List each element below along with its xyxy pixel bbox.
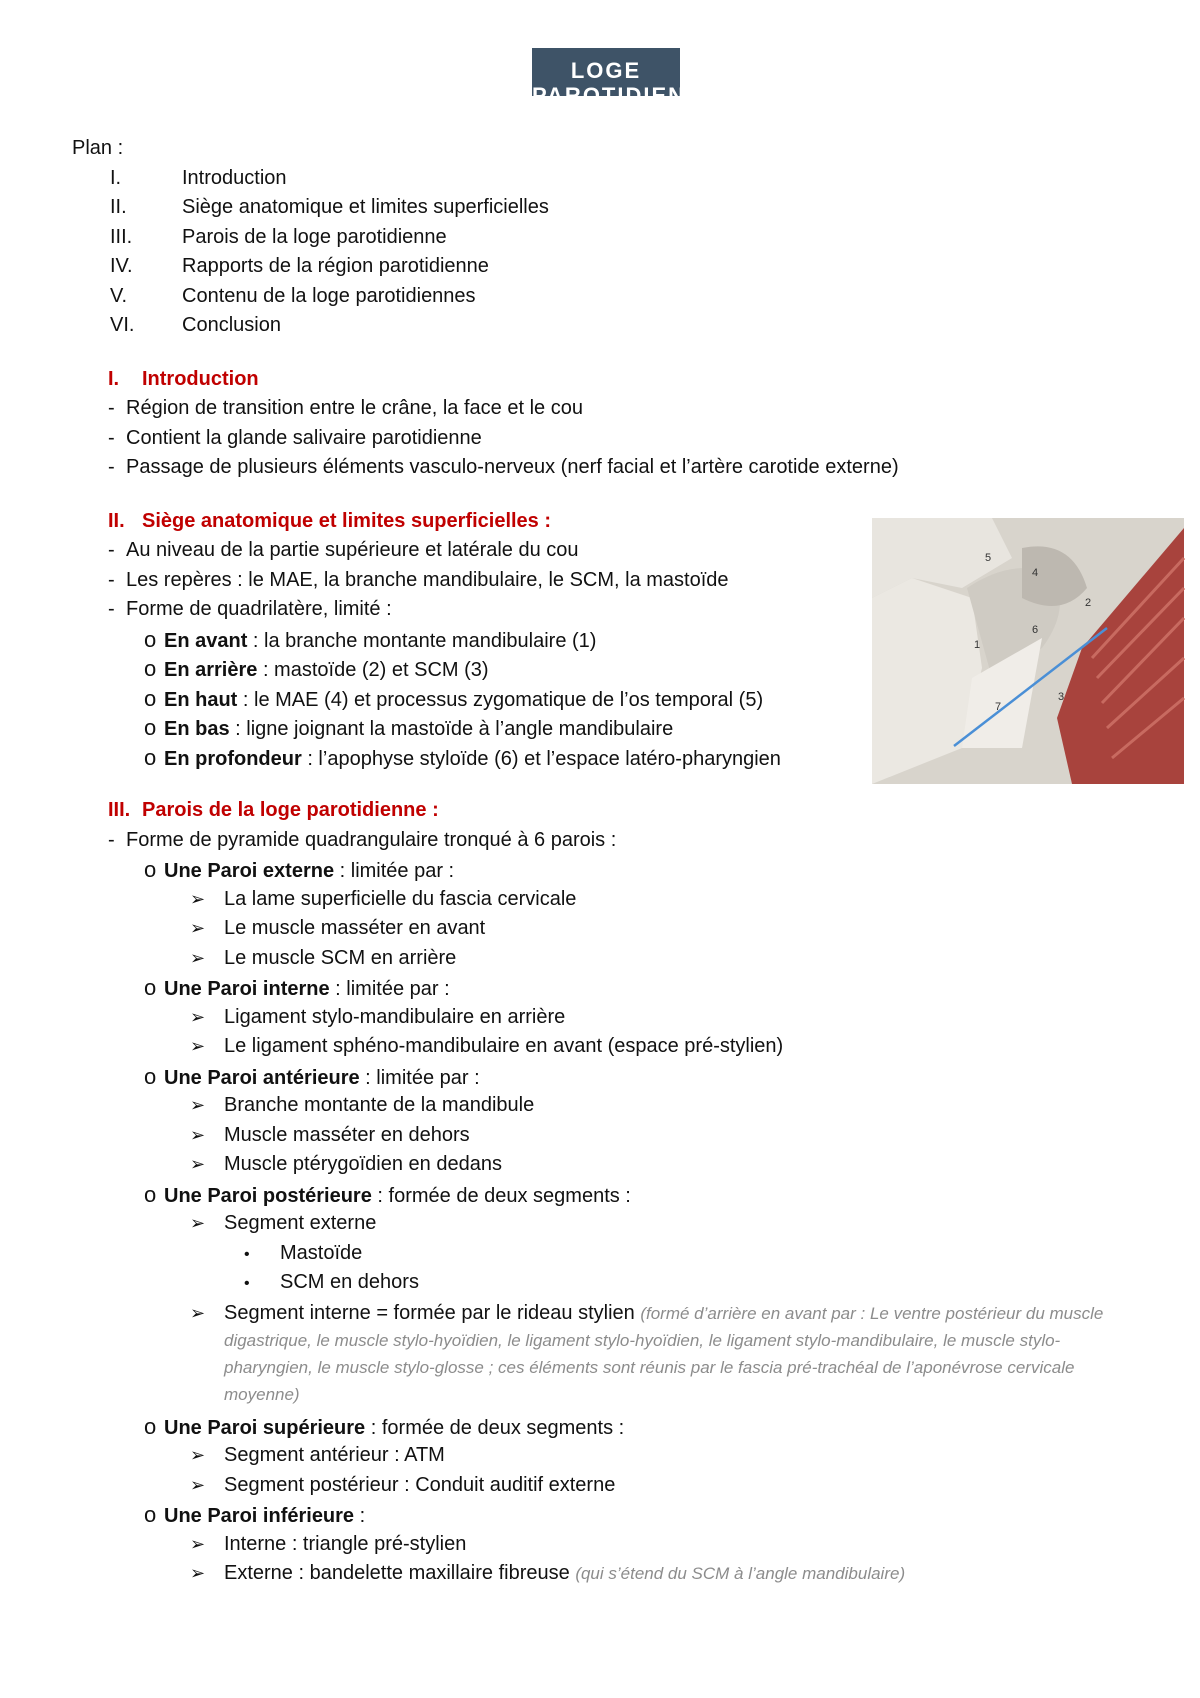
plan-item: III. Parois de la loge parotidienne (110, 225, 447, 248)
note-bandelette: (qui s’étend du SCM à l’angle mandibulaire) (575, 1564, 906, 1583)
wall-anterieure: o Une Paroi antérieure : limitée par : (144, 1063, 480, 1089)
figure-label-1: 1 (974, 639, 981, 651)
wall-item: ➢ Segment antérieur : ATM (190, 1444, 445, 1466)
plan-item: V. Contenu de la loge parotidiennes (110, 284, 476, 307)
limit-item: o En bas : ligne joignant la mastoïde à l’angle mandibulaire (144, 715, 674, 740)
wall-item: ➢ Le ligament sphéno-mandibulaire en avant (espace pré-stylien) (190, 1035, 784, 1057)
list-item: - Forme de pyramide quadrangulaire tronqué à 6 parois : (72, 826, 1132, 856)
wall-item: ➢ Muscle masséter en dehors (190, 1123, 470, 1146)
document-body (72, 134, 1132, 1589)
list-item: - Passage de plusieurs éléments vasculo-nerveux (nerf facial et l’artère carotide externe) (72, 453, 1132, 483)
list-item: - Région de transition entre le crâne, la face et le cou (72, 394, 1132, 424)
section-heading-parois: III. Parois de la loge parotidienne : (108, 799, 439, 821)
limit-item: o En profondeur : l’apophyse styloïde (6) et l’espace latéro-pharyngien (144, 744, 781, 770)
list-item: - Les repères : le MAE, la branche mandibulaire, le SCM, la mastoïde (72, 566, 1132, 596)
wall-interne: o Une Paroi interne : limitée par : (144, 975, 450, 1000)
list-item: - Forme de quadrilatère, limité : (72, 595, 1132, 625)
wall-item: ➢ Interne : triangle pré-stylien (190, 1532, 467, 1555)
wall-item: ➢ Muscle ptérygoïdien en dedans (190, 1153, 502, 1175)
figure-label-4: 4 (1032, 567, 1039, 579)
limit-item: o En avant : la branche montante mandibulaire (1) (144, 626, 597, 652)
wall-item: ➢ La lame superficielle du fascia cervicale (190, 887, 577, 910)
limit-item: o En arrière : mastoïde (2) et SCM (3) (144, 656, 489, 681)
wall-item: ➢ Le muscle masséter en avant (190, 917, 486, 939)
limit-item: o En haut : le MAE (4) et processus zygomatique de l’os temporal (5) (144, 685, 764, 711)
list-item: - Au niveau de la partie supérieure et latérale du cou (72, 536, 1132, 566)
plan-item: IV. Rapports de la région parotidienne (110, 255, 489, 277)
section-heading-siege: II. Siège anatomique et limites superficielles : (108, 509, 552, 532)
wall-externe: o Une Paroi externe : limitée par : (144, 857, 455, 882)
list-item: - Contient la glande salivaire parotidienne (72, 424, 1132, 454)
title-line-2: PAROTIDIENNE (532, 83, 721, 108)
figure-label-6: 6 (1032, 624, 1039, 636)
wall-item: ➢ Externe : bandelette maxillaire fibreuse (qui s’étend du SCM à l’angle mandibulaire) (190, 1562, 906, 1584)
figure-label-3: 3 (1058, 691, 1065, 703)
wall-item: ➢ Ligament stylo-mandibulaire en arrière (190, 1005, 566, 1028)
figure-label-2: 2 (1085, 597, 1092, 609)
document-title (532, 48, 721, 108)
wall-inferieure: o Une Paroi inférieure : (144, 1502, 366, 1527)
wall-item-rideau-stylien: ➢ Segment interne = formée par le rideau stylien (formé d’arrière en avant par : Le ventre postérieur du muscle digastrique, le muscle stylo-hyoïdien, le ligament stylo-hyoïdien, le ligament stylo-mandibulaire, le muscle stylo-pharyngien, le muscle stylo-glosse ; ces éléments sont réunis par le fascia pré-trachéal de l’aponévrose cervicale moyenne) (190, 1301, 1104, 1404)
figure-label-5: 5 (985, 552, 992, 564)
wall-posterieure: o Une Paroi postérieure : formée de deux segments : (144, 1181, 631, 1207)
plan-item: II. Siège anatomique et limites superficielles (110, 196, 549, 218)
title-line-1: LOGE (570, 58, 642, 83)
plan-item: I. Introduction (110, 166, 287, 189)
section-heading-introduction: I. Introduction (108, 367, 259, 390)
wall-item: ➢ Branche montante de la mandibule (190, 1094, 535, 1116)
plan-item: VI. Conclusion (110, 314, 281, 336)
figure-label-7: 7 (995, 701, 1002, 713)
note-rideau-stylien: (formé d’arrière en avant par : Le ventre postérieur du muscle digastrique, le muscle stylo-hyoïdien, le ligament stylo-hyoïdien, le ligament stylo-mandibulaire, le muscle stylo-pharyngien, le muscle stylo-glosse ; ces éléments sont réunis par le fascia pré-trachéal de l’aponévrose cervicale moyenne) (224, 1303, 1104, 1404)
sub-item: • Mastoïde (244, 1241, 363, 1264)
wall-item: ➢ Segment externe (190, 1212, 377, 1234)
sub-item: • SCM en dehors (244, 1271, 419, 1293)
plan-label: Plan : (72, 137, 124, 159)
wall-item: ➢ Segment postérieur : Conduit auditif externe (190, 1473, 616, 1496)
wall-item: ➢ Le muscle SCM en arrière (190, 946, 457, 969)
wall-superieure: o Une Paroi supérieure : formée de deux segments : (144, 1413, 625, 1439)
